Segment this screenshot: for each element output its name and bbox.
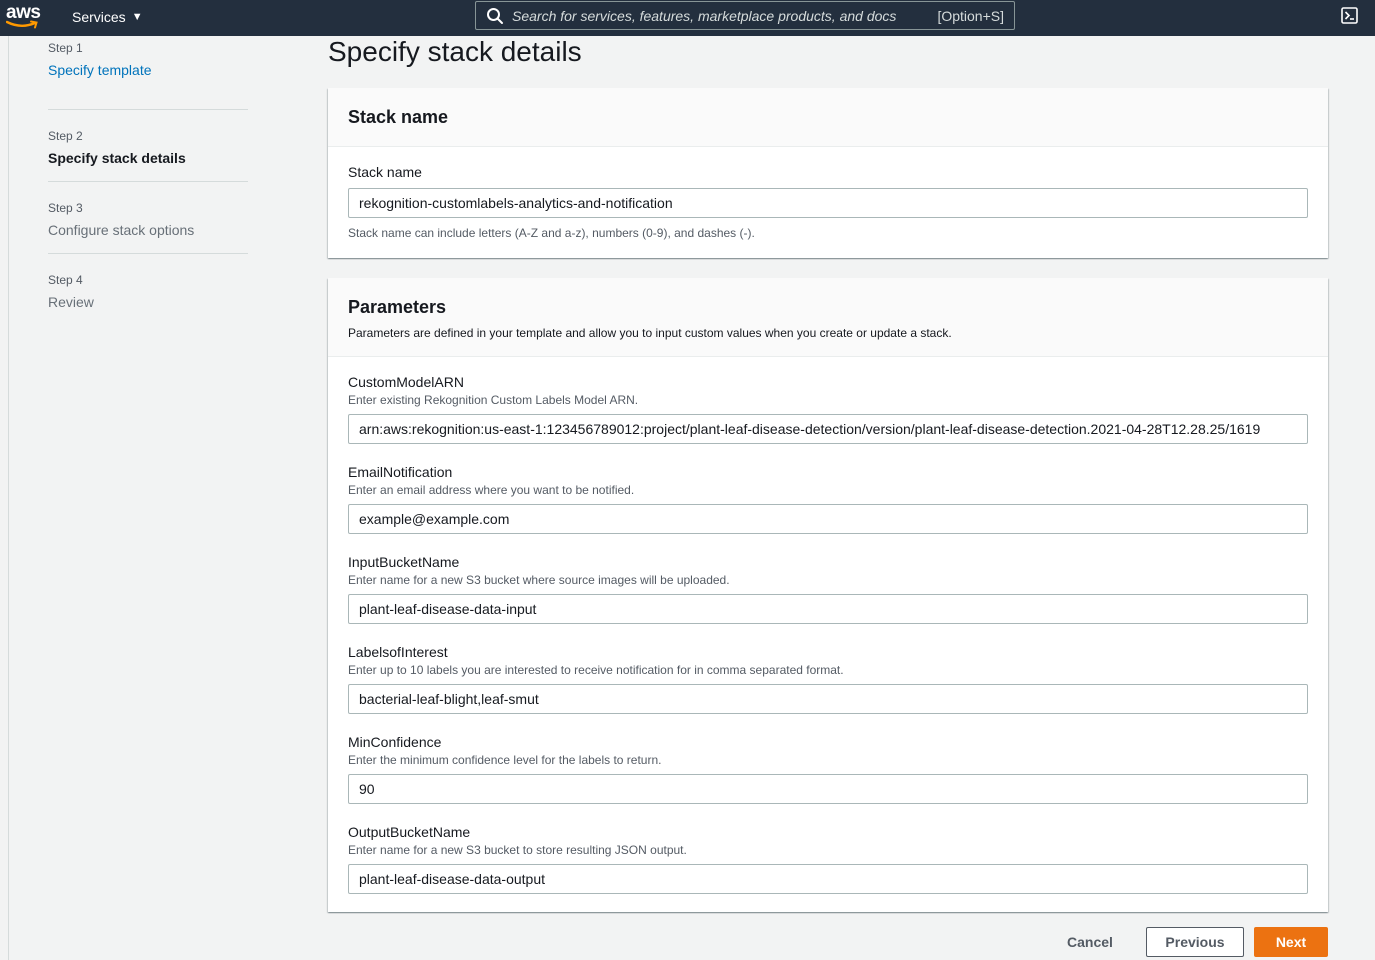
side-navigation-edge — [8, 36, 9, 960]
stack-name-input[interactable] — [348, 188, 1308, 218]
output-bucket-name-input[interactable] — [348, 864, 1308, 894]
stack-name-container — [328, 88, 1328, 258]
caret-down-icon: ▼ — [131, 11, 143, 23]
search-icon — [486, 7, 504, 25]
parameter-field-output-bucket-name — [328, 823, 1328, 913]
top-navigation — [0, 0, 1375, 36]
custom-model-arn-input[interactable] — [348, 414, 1308, 444]
field-label: Stack name — [348, 164, 422, 180]
field-label: InputBucketName — [348, 554, 460, 570]
labels-of-interest-input[interactable] — [348, 684, 1308, 714]
container-description: Parameters are defined in your template and allow you to input custom values when you create or update a stack. — [348, 326, 952, 340]
wizard-step-4 — [48, 254, 248, 326]
parameter-field-email-notification — [328, 463, 1328, 553]
container-title: Parameters — [348, 297, 447, 317]
search-input[interactable] — [512, 8, 937, 24]
services-menu-button[interactable] — [72, 6, 143, 28]
step-number: Step 1 — [48, 41, 83, 55]
aws-smile-icon — [6, 20, 40, 30]
field-label: EmailNotification — [348, 464, 453, 480]
page-title: Specify stack details — [328, 36, 582, 67]
wizard-step-3 — [48, 182, 248, 254]
email-notification-input[interactable] — [348, 504, 1308, 534]
parameter-field-min-confidence — [328, 733, 1328, 823]
parameter-field-labels-of-interest — [328, 643, 1328, 733]
field-constraint-text: Stack name can include letters (A-Z and a-z), numbers (0-9), and dashes (-). — [348, 226, 755, 240]
field-label: CustomModelARN — [348, 374, 464, 390]
step-number: Step 3 — [48, 201, 83, 215]
field-description: Enter name for a new S3 bucket where source images will be uploaded. — [348, 573, 730, 587]
search-shortcut-hint: [Option+S] — [937, 7, 1004, 24]
parameters-container — [328, 278, 1328, 912]
container-header — [328, 88, 1328, 147]
field-description: Enter existing Rekognition Custom Labels Model ARN. — [348, 393, 639, 407]
field-label: OutputBucketName — [348, 824, 471, 840]
parameter-field-custom-model-arn — [328, 373, 1328, 463]
cloudshell-terminal-icon[interactable] — [1341, 7, 1358, 24]
input-bucket-name-input[interactable] — [348, 594, 1308, 624]
step-number: Step 2 — [48, 129, 83, 143]
search-bar[interactable] — [475, 1, 1015, 30]
container-header — [328, 278, 1328, 357]
field-description: Enter name for a new S3 bucket to store resulting JSON output. — [348, 843, 687, 857]
step-number: Step 4 — [48, 273, 83, 287]
parameter-field-input-bucket-name — [328, 553, 1328, 643]
wizard-steps — [48, 38, 248, 326]
step-title-current: Specify stack details — [48, 150, 186, 166]
aws-logo-text: aws — [6, 2, 41, 23]
wizard-step-1 — [48, 38, 248, 110]
next-button[interactable]: Next — [1254, 927, 1328, 957]
cancel-button[interactable]: Cancel — [1054, 927, 1126, 957]
parameter-fields — [328, 373, 1328, 913]
wizard-step-2 — [48, 110, 248, 182]
container-title: Stack name — [348, 107, 449, 127]
step-title-disabled: Configure stack options — [48, 222, 195, 238]
services-label: Services — [72, 9, 126, 25]
step-title-disabled: Review — [48, 294, 94, 310]
field-description: Enter the minimum confidence level for the labels to return. — [348, 753, 662, 767]
field-label: MinConfidence — [348, 734, 442, 750]
min-confidence-input[interactable] — [348, 774, 1308, 804]
field-label: LabelsofInterest — [348, 644, 448, 660]
field-description: Enter up to 10 labels you are interested to receive notification for in comma separated format. — [348, 663, 844, 677]
field-description: Enter an email address where you want to be notified. — [348, 483, 635, 497]
stack-name-field — [328, 163, 1328, 240]
previous-button[interactable]: Previous — [1146, 927, 1244, 957]
step-title-link[interactable]: Specify template — [48, 62, 152, 78]
aws-logo[interactable] — [6, 2, 40, 32]
